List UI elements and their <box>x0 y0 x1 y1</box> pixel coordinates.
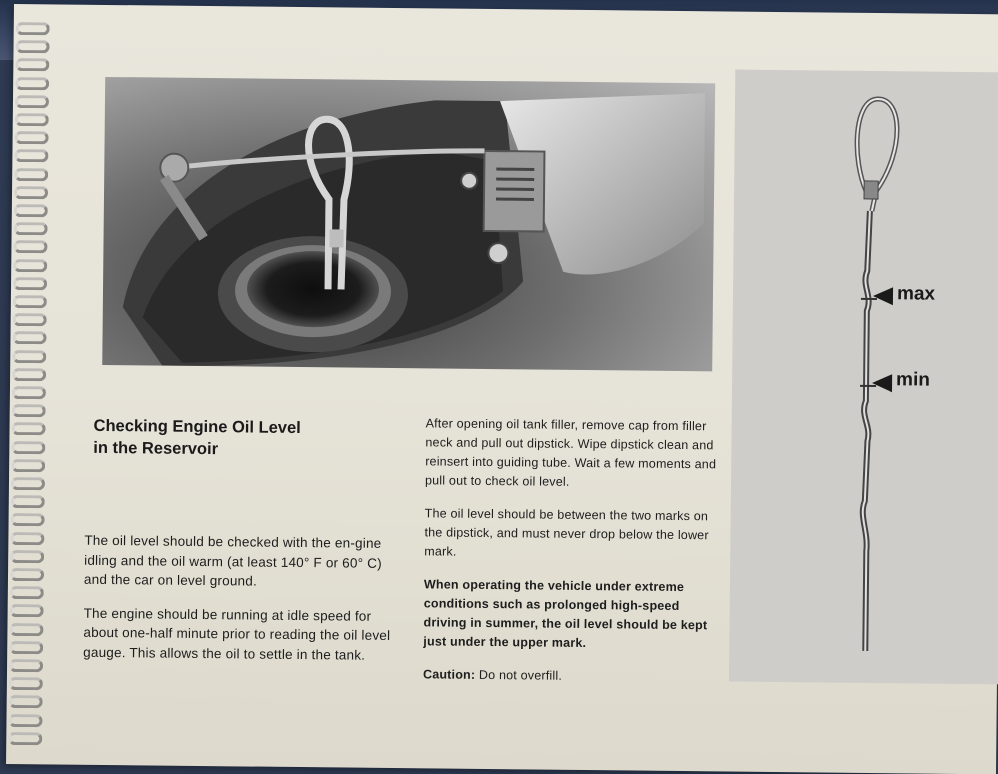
spiral-coil <box>9 695 43 708</box>
max-arrow-icon <box>873 287 893 305</box>
max-label: max <box>897 283 935 305</box>
left-paragraph-2: The engine should be running at idle speed for about one-half minute prior to reading the oil level gauge. This allows the oil to settle in the tank. <box>83 603 406 665</box>
spiral-coil <box>11 459 45 472</box>
spiral-coil <box>9 677 43 690</box>
spiral-coil <box>14 222 48 235</box>
caution-text: Do not overfill. <box>475 668 562 683</box>
spiral-coil <box>13 277 47 290</box>
spiral-coil <box>11 477 45 490</box>
min-label: min <box>896 369 930 391</box>
spiral-coil <box>15 95 49 108</box>
spiral-coil <box>8 732 42 745</box>
spiral-coil <box>14 168 48 181</box>
spiral-binding <box>6 22 54 752</box>
spiral-coil <box>10 568 44 581</box>
right-paragraph-3: When operating the vehicle under extreme conditions such as prolonged high-speed driving in summer, the oil level should be kept just under the upper mark. <box>423 575 716 654</box>
oil-filler-illustration <box>102 77 715 371</box>
spiral-coil <box>14 204 48 217</box>
spiral-coil <box>11 513 45 526</box>
spiral-coil <box>8 714 42 727</box>
spiral-coil <box>12 368 46 381</box>
spiral-coil <box>10 532 44 545</box>
spiral-coil <box>9 623 43 636</box>
spiral-coil <box>15 77 49 90</box>
spiral-coil <box>11 422 45 435</box>
spiral-coil <box>9 641 43 654</box>
right-column <box>423 414 718 701</box>
caution-label: Caution: <box>423 667 475 682</box>
spiral-coil <box>15 58 49 71</box>
spiral-coil <box>14 149 48 162</box>
spiral-coil <box>12 386 46 399</box>
spiral-coil <box>12 331 46 344</box>
oil-filler-photo <box>102 77 715 371</box>
spiral-coil <box>13 240 47 253</box>
spiral-coil <box>13 313 47 326</box>
spiral-coil <box>12 404 46 417</box>
spiral-coil <box>16 22 50 35</box>
heading-line-1: Checking Engine Oil Level <box>93 415 393 440</box>
spiral-coil <box>15 40 49 53</box>
heading-line-2: in the Reservoir <box>93 437 393 462</box>
dipstick-illustration <box>729 70 998 685</box>
spiral-coil <box>11 441 45 454</box>
left-column <box>83 531 407 679</box>
left-paragraph-1: The oil level should be checked with the en-gine idling and the oil warm (at least 140° F or 60° C) and the car on level ground. <box>84 531 407 593</box>
spiral-coil <box>13 259 47 272</box>
spiral-coil <box>14 186 48 199</box>
spiral-coil <box>13 295 47 308</box>
manual-page <box>6 4 998 774</box>
spiral-coil <box>11 495 45 508</box>
spiral-coil <box>12 350 46 363</box>
spiral-coil <box>10 604 44 617</box>
spiral-coil <box>10 586 44 599</box>
section-heading <box>93 415 393 462</box>
spiral-coil <box>15 113 49 126</box>
dipstick-illustration-panel <box>729 70 998 685</box>
min-arrow-icon <box>872 374 892 392</box>
right-paragraph-2: The oil level should be between the two marks on the dipstick, and must never drop below the lower mark. <box>424 504 717 564</box>
spiral-coil <box>10 550 44 563</box>
caution-paragraph <box>423 665 715 687</box>
spiral-coil <box>9 659 43 672</box>
right-paragraph-1: After opening oil tank filler, remove cap from filler neck and pull out dipstick. Wipe dipstick clean and reinsert into guiding tube. Wait a few moments and pull out to check oil level. <box>425 414 718 493</box>
spiral-coil <box>15 131 49 144</box>
